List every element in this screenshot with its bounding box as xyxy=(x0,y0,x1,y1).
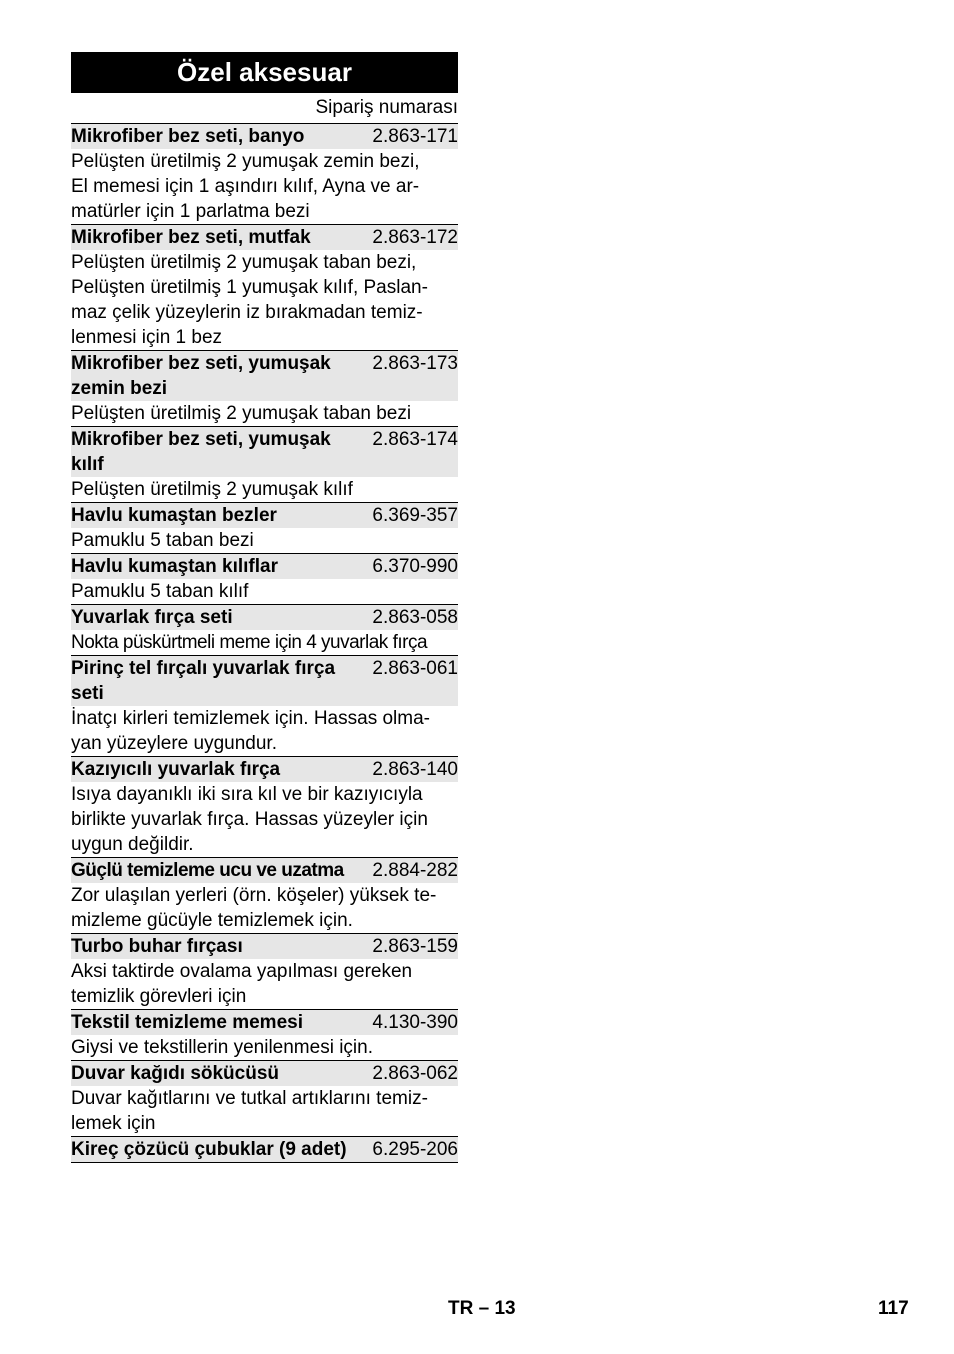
accessory-item xyxy=(71,351,458,427)
accessory-description-line: Zor ulaşılan yerleri (örn. köşeler) yüksek te- xyxy=(71,885,437,906)
accessory-order-number: 2.863-173 xyxy=(372,353,458,374)
order-number-header: Sipariş numarası xyxy=(71,93,458,124)
accessory-item xyxy=(71,554,458,605)
accessory-item xyxy=(71,1137,458,1163)
accessory-name: Kazıyıcılı yuvarlak fırça xyxy=(71,759,281,780)
section-title: Özel aksesuar xyxy=(71,52,458,93)
accessory-item-header xyxy=(71,656,458,706)
accessory-description-line: Pamuklu 5 taban bezi xyxy=(71,530,254,551)
accessory-description-line: temizlik görevleri için xyxy=(71,986,247,1007)
accessory-name: Kireç çözücü çubuklar (9 adet) xyxy=(71,1139,347,1160)
accessory-item-header xyxy=(71,1010,458,1035)
accessory-description-line: İnatçı kirleri temizlemek için. Hassas olma- xyxy=(71,708,430,729)
accessory-order-number: 6.295-206 xyxy=(372,1139,458,1160)
accessory-description-line: Duvar kağıtlarını ve tutkal artıklarını temiz- xyxy=(71,1088,428,1109)
accessory-order-number: 2.863-171 xyxy=(372,126,458,147)
accessory-item xyxy=(71,427,458,503)
accessory-order-number: 2.884-282 xyxy=(372,860,458,881)
accessory-description-line: Aksi taktirde ovalama yapılması gereken xyxy=(71,961,413,982)
accessory-description-line: Pelüşten üretilmiş 2 yumuşak zemin bezi, xyxy=(71,151,420,172)
accessory-description-line: Nokta püskürtmeli meme için 4 yuvarlak fırça xyxy=(71,632,428,653)
accessory-order-number: 4.130-390 xyxy=(372,1012,458,1033)
accessory-item-header xyxy=(71,757,458,782)
accessory-item xyxy=(71,124,458,225)
accessory-name: Duvar kağıdı sökücüsü xyxy=(71,1063,280,1084)
accessories-column xyxy=(71,52,458,1163)
accessory-description-line: Giysi ve tekstillerin yenilenmesi için. xyxy=(71,1037,373,1058)
accessory-order-number: 2.863-172 xyxy=(372,227,458,248)
accessory-name: Tekstil temizleme memesi xyxy=(71,1012,303,1033)
accessory-item xyxy=(71,656,458,757)
accessory-name: Turbo buhar fırçası xyxy=(71,936,243,957)
accessory-name: Mikrofiber bez seti, yumuşak zemin bezi xyxy=(71,353,331,399)
accessory-order-number: 2.863-159 xyxy=(372,936,458,957)
accessory-item xyxy=(71,1061,458,1137)
accessory-item xyxy=(71,934,458,1010)
accessory-description-line: birlikte yuvarlak fırça. Hassas yüzeyler için xyxy=(71,809,428,830)
page-number: 117 xyxy=(878,1298,909,1319)
accessory-item-header xyxy=(71,1137,458,1162)
accessory-description-line: lemek için xyxy=(71,1113,156,1134)
accessory-item xyxy=(71,1010,458,1061)
accessory-item-header xyxy=(71,124,458,149)
accessory-order-number: 2.863-140 xyxy=(372,759,458,780)
accessory-order-number: 6.369-357 xyxy=(372,505,458,526)
accessory-name: Mikrofiber bez seti, banyo xyxy=(71,126,305,147)
accessory-description-line: Pelüşten üretilmiş 2 yumuşak taban bezi, xyxy=(71,252,417,273)
accessory-description-line: yan yüzeylere uygundur. xyxy=(71,733,277,754)
accessory-description-line: Isıya dayanıklı iki sıra kıl ve bir kazıyıcıyla xyxy=(71,784,423,805)
accessory-description-line: Pamuklu 5 taban kılıf xyxy=(71,581,249,602)
accessory-name: Mikrofiber bez seti, mutfak xyxy=(71,227,311,248)
accessory-description-line: mizleme gücüyle temizlemek için. xyxy=(71,910,353,931)
accessory-description-line: El memesi için 1 aşındırı kılıf, Ayna ve ar- xyxy=(71,176,420,197)
accessory-order-number: 2.863-058 xyxy=(372,607,458,628)
accessory-item-header xyxy=(71,427,458,477)
accessory-item-header xyxy=(71,934,458,959)
accessory-item-header xyxy=(71,351,458,401)
accessory-order-number: 2.863-062 xyxy=(372,1063,458,1084)
footer-section-label: TR – 13 xyxy=(448,1298,516,1319)
accessory-description-line: matürler için 1 parlatma bezi xyxy=(71,201,310,222)
accessory-item xyxy=(71,858,458,934)
accessory-description-line: Pelüşten üretilmiş 1 yumuşak kılıf, Paslan- xyxy=(71,277,428,298)
accessory-name: Güçlü temizleme ucu ve uzatma xyxy=(71,860,344,881)
accessory-order-number: 6.370-990 xyxy=(372,556,458,577)
accessory-list xyxy=(71,124,458,1163)
accessory-description-line: lenmesi için 1 bez xyxy=(71,327,223,348)
accessory-description-line: Pelüşten üretilmiş 2 yumuşak kılıf xyxy=(71,479,353,500)
accessory-item xyxy=(71,225,458,351)
accessory-item-header xyxy=(71,503,458,528)
accessory-description-line: uygun değildir. xyxy=(71,834,194,855)
accessory-item-header xyxy=(71,1061,458,1086)
accessory-description-line: maz çelik yüzeylerin iz bırakmadan temiz- xyxy=(71,302,423,323)
accessory-name: Yuvarlak fırça seti xyxy=(71,607,233,628)
accessory-order-number: 2.863-174 xyxy=(372,429,458,450)
accessory-name: Pirinç tel fırçalı yuvarlak fırça seti xyxy=(71,658,336,704)
accessory-item-header xyxy=(71,225,458,250)
accessory-order-number: 2.863-061 xyxy=(372,658,458,679)
accessory-description-line: Pelüşten üretilmiş 2 yumuşak taban bezi xyxy=(71,403,412,424)
accessory-name: Havlu kumaştan bezler xyxy=(71,505,277,526)
accessory-item-header xyxy=(71,605,458,630)
accessory-item xyxy=(71,503,458,554)
accessory-item xyxy=(71,757,458,858)
accessory-item-header xyxy=(71,554,458,579)
accessory-item xyxy=(71,605,458,656)
accessory-item-header xyxy=(71,858,458,883)
accessory-name: Mikrofiber bez seti, yumuşak kılıf xyxy=(71,429,331,475)
accessory-name: Havlu kumaştan kılıflar xyxy=(71,556,278,577)
